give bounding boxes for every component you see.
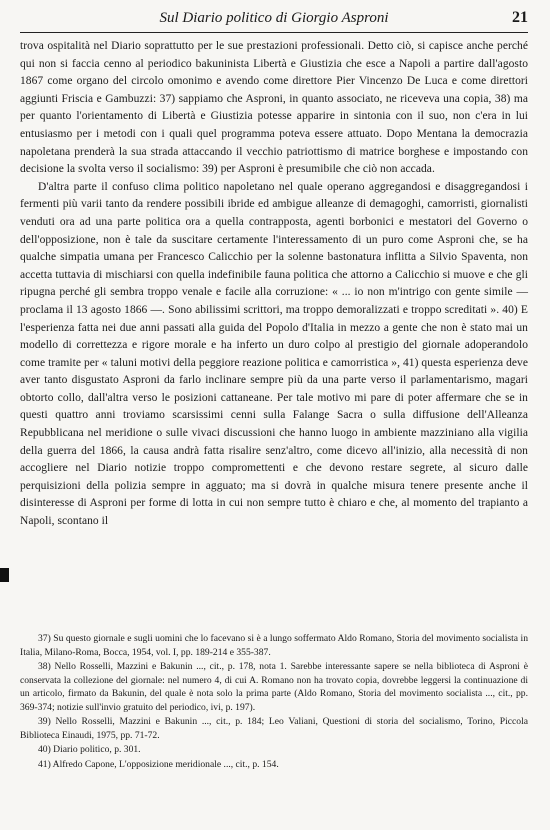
running-header [20,8,528,33]
footnote: 39) Nello Rosselli, Mazzini e Bakunin ..., cit., p. 184; Leo Valiani, Questioni di storia del socialismo, Torino, Piccola Biblioteca Einaudi, 1975, pp. 71-72. [20,716,528,741]
running-title: Sul Diario politico di Giorgio Asproni [159,10,389,26]
footnote: 38) Nello Rosselli, Mazzini e Bakunin ..., cit., p. 178, nota 1. Sarebbe interessante sapere se nella biblioteca di Asproni è conservata la collezione del giornale: nel numero 4, di cui A. Romano non ha trovato copia, dovrebbe leggersi la continuazione di un articolo, firmato da Bakunin, del quale è nota solo la prima parte (Aldo Romano, Storia del movimento socialista ..., cit., pp. 369-374; notizie sull'invio gratuito del periodico, ivi, p. 197). [20,661,528,713]
margin-marker [0,568,9,582]
paragraph: D'altra parte il confuso clima politico napoletano nel quale operano aggregandosi e disaggregandosi i fermenti più varii tanto da rendere possibili ibride ed ambigue alleanze di demagoghi, camorristi, giornalisti venduti ora ad una parte politica ora a quella contrapposta, agenti borbonici e mestatori del Governo o dell'opposizione, non è tale da suscitare certamente l'interessamento di un puro come Asproni che, se ha qualche simpatia umana per Francesco Calicchio per la solenne bastonatura inflitta a Silvio Spaventa, non accetta tuttavia di mischiarsi con quella indefinibile fauna politica che attorno a Calicchio si muove e che gli ripugna perché gli sembra troppo venale e facile alla corruzione: « ... io non m'intrigo con gente simile — proclama il 13 agosto 1866 —. Sono abilissimi scrittori, ma troppo demoralizzati e troppo screditati ». 40) E l'esperienza fatta nei due anni passati alla guida del Popolo d'Italia in mezzo a gente che non è stato mai un modello di correttezza e rigore morale e ha inferto un duro colpo al prestigio del giornale adoperandolo come tramite per « taluni motivi della peggiore reazione politica e camorristica », 41) questa esperienza deve aver tanto disgustato Asproni da farlo inclinare sempre più da una parte verso il parlamentarismo, magari obtorto collo, dall'altra verso le posizioni cattaneane. Per tale motivo mi pare di poter affermare che se in questi quattro anni troviamo scarsissimi cenni sulla Falange Sacra o sulla diffusione dell'Alleanza Repubblicana nel meridione o sulle vivaci discussioni che hanno luogo in ambiente mazziniano alla vigilia della guerra del 1866, la causa andrà fatta risalire senz'altro, come dicevo all'inizio, alla necessità di non accogliere nel Diario notizie troppo compromettenti e che devono restare segrete, al sicuro dalle perquisizioni della polizia sempre in agguato; ma si dovrà in qualche misura tenere presente anche il disinteresse di Asproni per forme di lotta in cui non sempre tutto è chiaro e che, al momento del trapianto a Napoli, scontano il [20,180,528,528]
page-number: 21 [512,9,528,26]
footnote: 37) Su questo giornale e sugli uomini che lo facevano si è a lungo soffermato Aldo Romano, Storia del movimento socialista in Italia, Milano-Roma, Bocca, 1954, vol. I, pp. 189-214 e 355-387. [20,633,528,658]
footnote: 40) Diario politico, p. 301. [38,744,141,755]
footnotes [20,632,528,772]
footnote: 41) Alfredo Capone, L'opposizione meridionale ..., cit., p. 154. [38,758,279,770]
paragraph: trova ospitalità nel Diario soprattutto per le sue prestazioni professionali. Detto ciò, si capisce anche perché qui non si faccia cenno al periodico bakuninista Libertà e Giustizia che esce a Napoli a partire dall'agosto 1867 come organo del circolo omonimo e avendo come direttore Pier Vincenzo De Luca e come direttori aggiunti Friscia e Gambuzzi: 37) sappiamo che Asproni, in quanto associato, ne riceveva una copia, 38) ma per quanto l'orientamento di Libertà e Giustizia potesse apparire in sintonia con il suo, non c'era in lui entusiasmo per i metodi con i quali quel programma poteva essere attuato. Dopo Mentana la democrazia napoletana prenderà la sua strada attaccando il vecchio patriottismo di matrice borghese e impostando con decisione la svolta verso il socialismo: 39) per Asproni è presumibile che ciò non accada. [20,40,528,176]
body-text [20,38,528,531]
